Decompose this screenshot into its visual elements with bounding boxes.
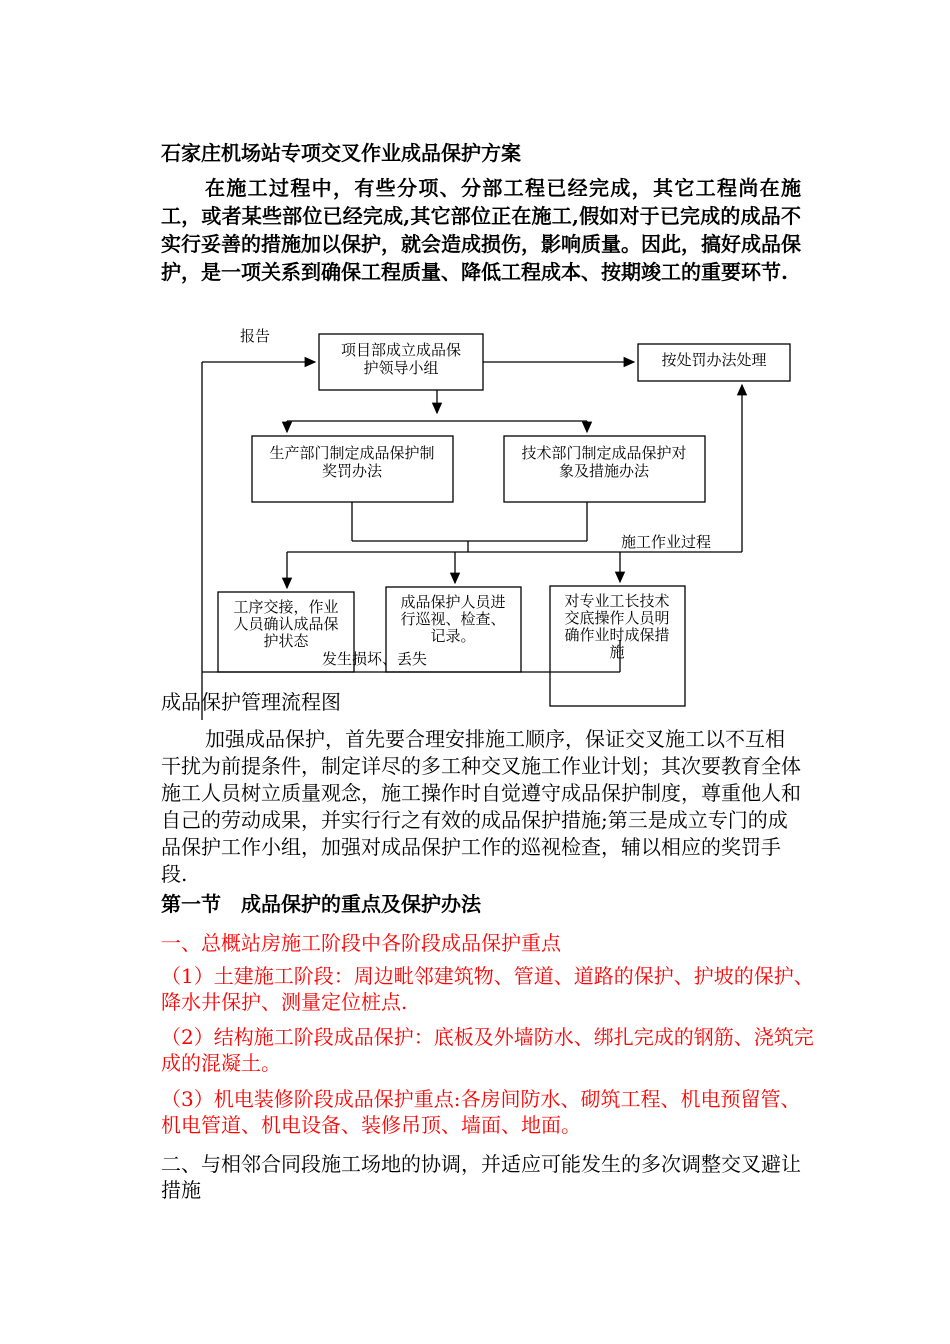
box-briefing-line4: 施 — [609, 643, 625, 661]
label-report: 报告 — [240, 327, 271, 345]
box-briefing-line1: 对专业工长技术 — [564, 592, 670, 610]
flowchart-caption: 成品保护管理流程图 — [161, 690, 341, 714]
box-penalty-label: 按处罚办法处理 — [661, 351, 767, 369]
label-process: 施工作业过程 — [621, 533, 712, 551]
box-patrol-line2: 行巡视、检查、 — [400, 610, 506, 628]
subheading-2: 二、与相邻合同段施工场地的协调，并适应可能发生的多次调整交叉避让措施 — [161, 1152, 801, 1202]
box-leader-line1: 项目部成立成品保 — [340, 341, 462, 359]
item-1: （1）土建施工阶段：周边毗邻建筑物、管道、道路的保护、护坡的保护、降水井保护、测量定位桩点. — [161, 964, 814, 1014]
subheading-1: 一、总概站房施工阶段中各阶段成品保护重点 — [161, 931, 561, 955]
box-patrol-line1: 成品保护人员进 — [400, 593, 506, 611]
box-production-line1: 生产部门制定成品保护制 — [269, 444, 435, 462]
box-leader-line2: 护领导小组 — [363, 359, 439, 377]
box-handover-line3: 护状态 — [263, 632, 309, 650]
item-3: （3）机电装修阶段成品保护重点:各房间防水、砌筑工程、机电预留管、机电管道、机电设备、装修吊顶、墙面、地面。 — [161, 1087, 801, 1137]
box-production-line2: 奖罚办法 — [321, 462, 383, 480]
document-title: 石家庄机场站专项交叉作业成品保护方案 — [161, 141, 521, 165]
label-damage: 发生损坏、丢失 — [322, 650, 428, 668]
box-briefing-line2: 交底操作人员明 — [564, 609, 670, 627]
item-2: （2）结构施工阶段成品保护：底板及外墙防水、绑扎完成的钢筋、浇筑完成的混凝土。 — [161, 1025, 814, 1075]
box-technical-line2: 象及措施办法 — [558, 462, 650, 480]
box-briefing-line3: 确作业时成保措 — [564, 626, 670, 644]
flowchart — [0, 320, 950, 720]
box-patrol-line3: 记录。 — [430, 627, 476, 645]
section-heading-1: 第一节 成品保护的重点及保护办法 — [161, 892, 481, 916]
intro-paragraph: 在施工过程中，有些分项、分部工程已经完成，其它工程尚在施工，或者某些部位已经完成,其它部位正在施工,假如对于已完成的成品不实行妥善的措施加以保护，就会造成损伤，影响质量。因此，搞好成品保护，是一项关系到确保工程质量、降低工程成本、按期竣工的重要环节. — [161, 176, 801, 284]
box-handover-line2: 人员确认成品保 — [233, 615, 339, 633]
box-handover-line1: 工序交接，作业 — [233, 598, 339, 616]
box-technical-line1: 技术部门制定成品保护对 — [521, 444, 687, 462]
paragraph-protection: 加强成品保护，首先要合理安排施工顺序，保证交叉施工以不互相干扰为前提条件，制定详尽的多工种交叉施工作业计划；其次要教育全体施工人员树立质量观念，施工操作时自觉遵守成品保护制度，尊重他人和自己的劳动成果，并实行行之有效的成品保护措施;第三是成立专门的成品保护工作小组，加强对成品保护工作的巡视检查，辅以相应的奖罚手段. — [161, 727, 801, 886]
